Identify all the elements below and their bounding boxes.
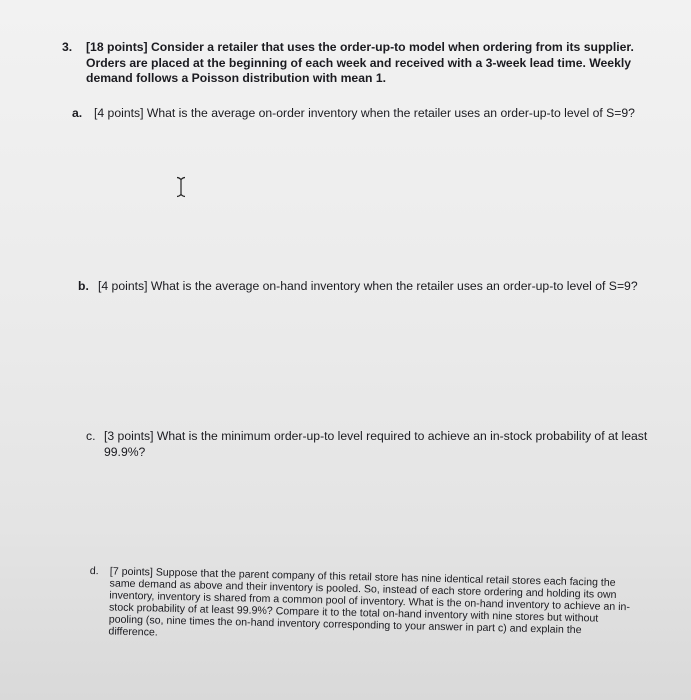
part-text: [4 points] What is the average on-order inventory when the retailer uses an order-up-to level of S=9? bbox=[94, 106, 635, 120]
part-text: [3 points] What is the minimum order-up-to level required to achieve an in-stock probability of at least 99.9%? bbox=[104, 429, 648, 459]
part-text: [7 points] Suppose that the parent company of this retail store has nine identical retail stores each facing the same demand as above and their inventory is pooled. So, instead of each store ordering and holding its own inventory, inventory is shared from a common pool of inventory. What is the on-hand inventory to achieve an in-stock probability of at least 99.9%? Compare it to the total on-hand inventory with nine stores but without pooling (so, nine times the on-hand inventory corresponding to your answer in part c) and explain the difference. bbox=[108, 565, 631, 639]
part-text: [4 points] What is the average on-hand inventory when the retailer uses an order-up-to level of S=9? bbox=[98, 279, 638, 293]
part-label: d. bbox=[89, 565, 99, 578]
question-number: 3. bbox=[62, 40, 73, 54]
part-d bbox=[89, 565, 650, 639]
part-label: b. bbox=[78, 279, 89, 293]
question-text: [18 points] Consider a retailer that uses the order-up-to model when ordering from its supplier. Orders are placed at the beginning of each week and received with a 3-week lead time. Weekly demand follows a Poisson distribution with mean 1. bbox=[86, 40, 634, 85]
part-label: a. bbox=[72, 106, 83, 120]
part-label: c. bbox=[86, 429, 96, 443]
text-cursor-icon bbox=[175, 176, 187, 198]
